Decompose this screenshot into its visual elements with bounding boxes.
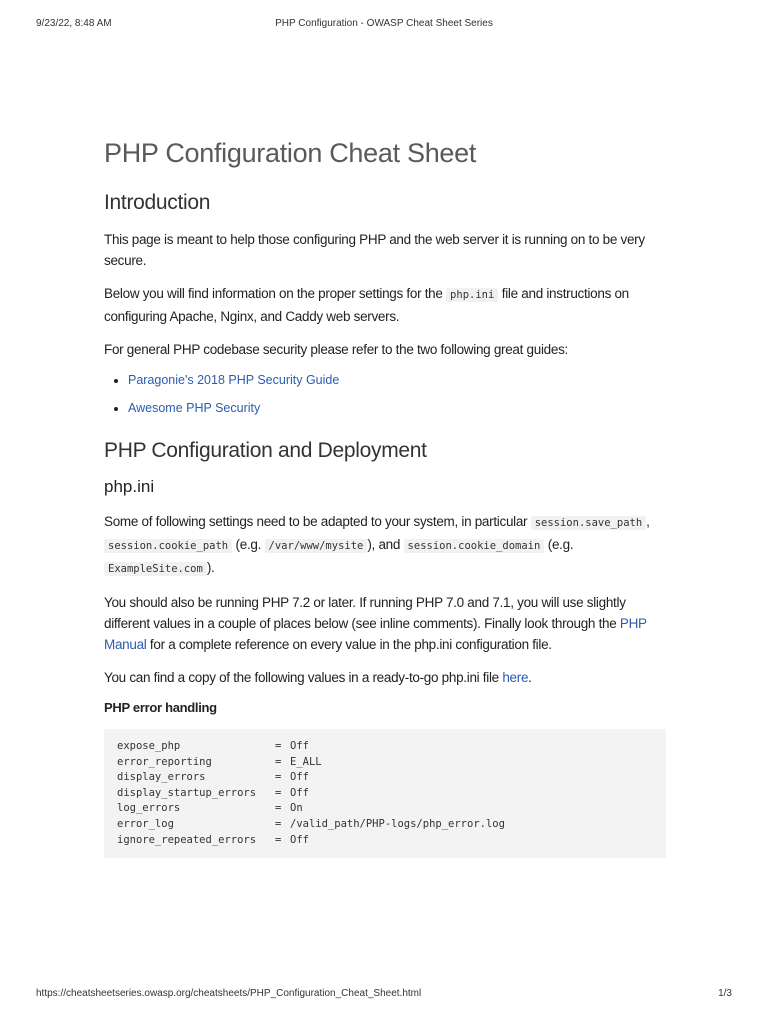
config-line (117, 817, 653, 833)
config-value: On (290, 802, 303, 815)
print-page-url: https://cheatsheetseries.owasp.org/cheatsheets/PHP_Configuration_Cheat_Sheet.html (36, 988, 422, 999)
inline-code-session-save-path: session.save_path (531, 516, 646, 530)
config-line (117, 786, 653, 802)
inline-code-examplesite: ExampleSite.com (104, 562, 207, 576)
config-line (117, 739, 653, 755)
equals-sign: = (275, 740, 282, 752)
text-segment: for a complete reference on every value in the php.ini configuration file. (146, 637, 552, 652)
text-segment: . (528, 670, 532, 685)
text-segment: (e.g. (232, 537, 265, 552)
deployment-paragraph-3 (104, 667, 666, 688)
equals-sign: = (275, 755, 282, 768)
text-segment: , (646, 514, 650, 529)
php-manual-link[interactable]: PHP Manual (104, 616, 647, 652)
php-error-handling-heading: PHP error handling (104, 700, 217, 715)
text-segment: ), and (367, 537, 404, 552)
equals-sign: = (275, 817, 282, 830)
inline-code-var-www-mysite: /var/www/mysite (265, 539, 368, 553)
config-key: log_errors (117, 802, 181, 815)
config-value: Off (290, 771, 309, 784)
inline-code-php-ini: php.ini (446, 288, 498, 302)
config-value: Off (290, 833, 309, 846)
list-item (128, 372, 666, 389)
inline-code-session-cookie-domain: session.cookie_domain (404, 539, 545, 553)
deployment-heading: PHP Configuration and Deployment (104, 439, 427, 462)
config-value: Off (290, 740, 309, 752)
config-value: Off (290, 786, 309, 799)
print-header (36, 18, 732, 32)
config-key: display_errors (117, 771, 206, 784)
intro-paragraph-3: For general PHP codebase security please refer to the two following great guides: (104, 342, 568, 357)
paragonie-guide-link[interactable]: Paragonie's 2018 PHP Security Guide (128, 373, 340, 387)
text-segment: (e.g. (544, 537, 574, 552)
text-segment: You can find a copy of the following values in a ready-to-go php.ini file (104, 670, 503, 685)
text-segment: Below you will find information on the proper settings for the (104, 286, 447, 301)
inline-code-session-cookie-path: session.cookie_path (104, 539, 232, 553)
deployment-paragraph-1 (104, 511, 666, 580)
config-line (117, 770, 653, 786)
print-page-number: 1/3 (718, 988, 732, 999)
list-item (128, 400, 666, 417)
text-segment: file and instructions on configuring Apache, Nginx, and Caddy web servers. (104, 286, 629, 324)
config-line (117, 833, 653, 849)
introduction-heading: Introduction (104, 191, 211, 214)
deployment-paragraph-2 (104, 592, 666, 655)
config-value: /valid_path/PHP-logs/php_error.log (290, 817, 505, 830)
text-segment: Some of following settings need to be adapted to your system, in particular (104, 514, 531, 529)
equals-sign: = (275, 833, 282, 846)
text-segment: You should also be running PHP 7.2 or later. If running PHP 7.0 and 7.1, you will use slightly different values in a couple of places below (see inline comments). Finally look through the (104, 595, 626, 631)
equals-sign: = (275, 771, 282, 784)
config-key: expose_php (117, 740, 181, 752)
config-line (117, 801, 653, 817)
error-handling-code-block (104, 729, 666, 858)
php-ini-download-link[interactable]: here (502, 670, 529, 685)
print-document-title: PHP Configuration - OWASP Cheat Sheet Series (275, 18, 493, 29)
config-line (117, 755, 653, 771)
equals-sign: = (275, 786, 282, 799)
php-ini-subheading: php.ini (104, 477, 155, 496)
config-key: error_reporting (117, 755, 212, 768)
config-value: E_ALL (290, 755, 322, 768)
config-key: display_startup_errors (117, 786, 257, 799)
page-title: PHP Configuration Cheat Sheet (104, 138, 477, 168)
config-key: error_log (117, 817, 174, 830)
guides-list (104, 372, 666, 417)
main-content (104, 138, 666, 858)
equals-sign: = (275, 802, 282, 815)
text-segment: ). (206, 560, 215, 575)
intro-paragraph-1: This page is meant to help those configuring PHP and the web server it is running on to be very secure. (104, 232, 645, 268)
print-footer (36, 988, 732, 1002)
awesome-php-security-link[interactable]: Awesome PHP Security (128, 401, 261, 415)
config-key: ignore_repeated_errors (117, 833, 257, 846)
print-date: 9/23/22, 8:48 AM (36, 18, 112, 29)
intro-paragraph-2 (104, 283, 666, 327)
